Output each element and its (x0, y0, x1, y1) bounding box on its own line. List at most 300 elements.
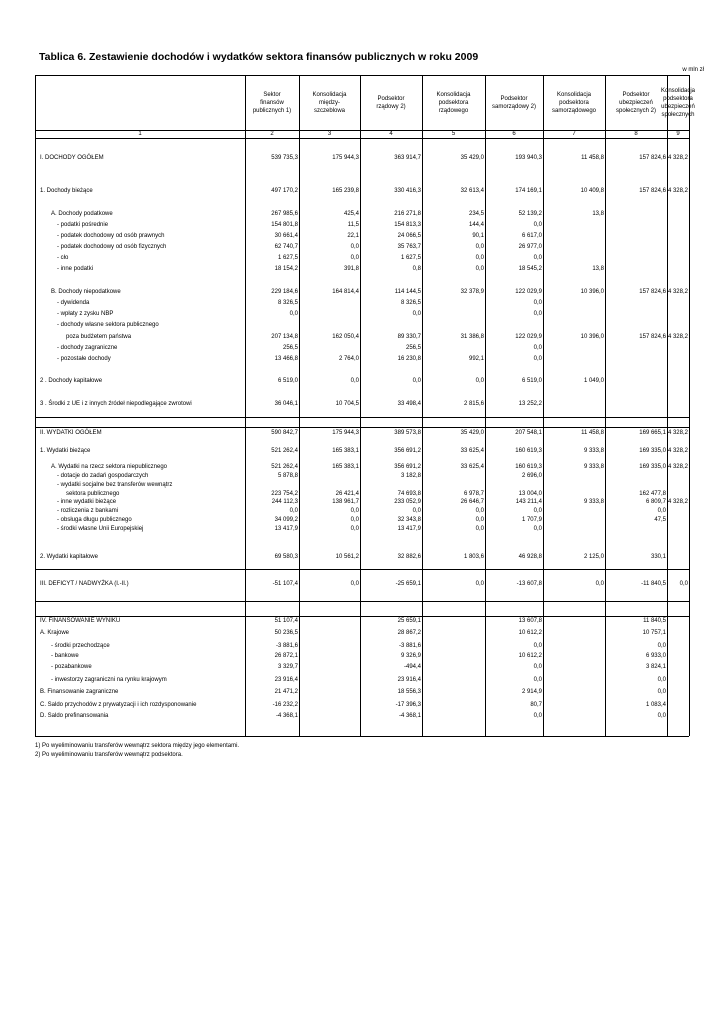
table-row (35, 617, 689, 626)
table-cell: 33 625,4 (460, 463, 484, 470)
table-cell: 18 556,3 (397, 688, 421, 695)
table-cell: 25 659,1 (397, 617, 421, 624)
table-cell: 52 139,2 (518, 210, 542, 217)
table-row (35, 333, 689, 342)
table-cell: 0,0 (475, 377, 484, 384)
table-row (35, 344, 689, 353)
row-label: - dochody własne sektora publicznego (57, 321, 159, 328)
table-row (35, 243, 689, 252)
table-cell: 33 498,4 (397, 400, 421, 407)
table-cell: 46 928,8 (518, 553, 542, 560)
table-cell: 47,5 (654, 516, 666, 523)
table-cell: 122 029,9 (515, 288, 542, 295)
table-cell: 2 815,6 (463, 400, 484, 407)
table-cell: 0,0 (350, 254, 359, 261)
table-cell: 6 519,0 (521, 377, 542, 384)
table-row (35, 400, 689, 409)
row-label: - inne podatki (57, 265, 94, 272)
row-label: poza budżetem państwa (66, 333, 132, 340)
table-cell: 0,0 (657, 676, 666, 683)
table-row (35, 663, 689, 672)
table-cell: 162 050,4 (332, 333, 359, 340)
table-cell: 9 333,8 (583, 447, 604, 454)
table-cell: -4 368,1 (275, 712, 298, 719)
row-label: 2. Wydatki kapitałowe (40, 553, 98, 560)
table-cell: 154 813,3 (394, 221, 421, 228)
table-cell: 521 262,4 (271, 447, 298, 454)
table-cell: 0,0 (412, 507, 421, 514)
table-row (35, 516, 689, 525)
table-row (35, 154, 689, 163)
table-cell: 10 757,1 (642, 629, 666, 636)
table-cell: 174 169,1 (515, 187, 542, 194)
table-cell: 9 333,8 (583, 498, 604, 505)
row-label: - środki przechodzące (51, 642, 110, 649)
column-header (485, 75, 543, 130)
table-cell: 23 916,4 (397, 676, 421, 683)
row-label: B. Finansowanie zagraniczne (40, 688, 119, 695)
table-cell: 356 691,2 (394, 447, 421, 454)
column-number: 3 (327, 131, 332, 137)
table-cell: 0,0 (350, 377, 359, 384)
table-cell: 169 335,0 (639, 463, 666, 470)
table-cell: 22,1 (347, 232, 359, 239)
table-row (35, 676, 689, 685)
column-number: 7 (572, 131, 576, 137)
table-cell: 10 561,2 (335, 553, 359, 560)
table-row (35, 288, 689, 297)
table-cell: 13 417,9 (274, 525, 298, 532)
table-cell: 9 326,9 (400, 652, 421, 659)
table-cell: 26 872,1 (274, 652, 298, 659)
table-cell: -494,4 (403, 663, 421, 670)
table-cell: 8 326,5 (400, 299, 421, 306)
table-cell: 28 867,2 (397, 629, 421, 636)
table-cell: 32 882,6 (397, 553, 421, 560)
table-cell: 0,0 (350, 580, 359, 587)
table-cell: 165 383,1 (332, 463, 359, 470)
table-cell: 244 112,3 (271, 498, 298, 505)
column-number: 9 (676, 131, 680, 137)
table-cell: 590 842,7 (271, 429, 298, 436)
table-row (35, 701, 689, 710)
table-cell: 13 607,8 (518, 617, 542, 624)
table-row (35, 629, 689, 638)
row-label: A. Krajowe (40, 629, 70, 636)
table-cell: 0,0 (475, 580, 484, 587)
row-divider (35, 736, 689, 737)
table-row (35, 232, 689, 241)
table-row (35, 481, 689, 490)
column-header (422, 75, 485, 130)
row-label: B. Dochody niepodatkowe (51, 288, 121, 295)
table-row (35, 254, 689, 263)
row-label: - podatki pośrednie (57, 221, 109, 228)
table-cell: 144,4 (468, 221, 484, 228)
table-cell: 169 335,0 (639, 447, 666, 454)
table-row (35, 642, 689, 651)
table-cell: 32 613,4 (460, 187, 484, 194)
table-cell: -11 840,5 (641, 580, 666, 587)
table-row (35, 553, 689, 562)
table-cell: 169 665,1 (639, 429, 666, 436)
table-row (35, 355, 689, 364)
row-divider (35, 569, 689, 570)
column-header (660, 75, 696, 130)
table-cell: 330 416,3 (394, 187, 421, 194)
table-cell: 4 328,2 (667, 288, 688, 295)
table-cell: 35 429,0 (460, 154, 484, 161)
table-cell: 160 619,3 (515, 447, 542, 454)
table-cell: 18 154,2 (274, 265, 298, 272)
row-label: - środki własne Unii Europejskiej (57, 525, 144, 532)
table-cell: 21 471,2 (274, 688, 298, 695)
table-cell: 157 824,6 (639, 333, 666, 340)
table-cell: 0,0 (533, 299, 542, 306)
row-label: - wydatki socjalne bez transferów wewnątrz (57, 481, 173, 488)
table-cell: 157 824,6 (639, 154, 666, 161)
table-cell: 4 328,2 (667, 429, 688, 436)
table-cell: 389 573,8 (394, 429, 421, 436)
table-cell: 233 052,9 (394, 498, 421, 505)
column-number: 5 (451, 131, 456, 137)
table-cell: 330,1 (650, 553, 666, 560)
table-cell: 13 466,8 (274, 355, 298, 362)
table-cell: 0,8 (412, 265, 421, 272)
row-label: - pozabankowe (51, 663, 92, 670)
table-cell: 11 840,5 (643, 617, 666, 624)
table-row (35, 299, 689, 308)
table-cell: 0,0 (475, 254, 484, 261)
table-cell: 10 612,2 (518, 652, 542, 659)
table-row (35, 265, 689, 274)
table-cell: 4 328,2 (667, 447, 688, 454)
table-cell: 3 182,8 (400, 472, 421, 479)
table-cell: 521 262,4 (271, 463, 298, 470)
table-row (35, 221, 689, 230)
table-cell: 1 707,9 (521, 516, 542, 523)
row-label: - bankowe (51, 652, 79, 659)
table-cell: 0,0 (412, 377, 421, 384)
table-cell: 26 977,0 (518, 243, 542, 250)
table-row (35, 498, 689, 507)
table-cell: 24 066,5 (397, 232, 421, 239)
table-cell: 223 754,2 (271, 490, 298, 497)
table-cell: 33 625,4 (460, 447, 484, 454)
table-cell: 0,0 (657, 688, 666, 695)
column-header-text: Konsolidacja podsektora samorządowego (551, 91, 597, 114)
footnotes (35, 742, 239, 760)
column-header-text: Podsektor samorządowy 2) (491, 95, 536, 110)
table-cell: 32 343,8 (397, 516, 421, 523)
table-cell: 216 271,8 (394, 210, 421, 217)
table-cell: 162 477,8 (639, 490, 666, 497)
table-cell: 2 696,0 (521, 472, 542, 479)
table-cell: 6 978,7 (463, 490, 484, 497)
table-cell: 3 329,7 (277, 663, 298, 670)
column-header-text: Sektor finansów publicznych 1) (252, 91, 292, 114)
column-number: 6 (512, 131, 516, 137)
table-cell: -25 659,1 (395, 580, 421, 587)
table-row (35, 652, 689, 661)
column-number: 8 (634, 131, 638, 137)
table-cell: 0,0 (533, 344, 542, 351)
table-cell: 267 985,6 (271, 210, 298, 217)
footnote: 2) Po wyeliminowaniu transferów wewnątrz podsektora. (35, 752, 183, 758)
table-cell: 6 617,0 (521, 232, 542, 239)
table-cell: 539 735,3 (271, 154, 298, 161)
table-cell: 0,0 (595, 580, 604, 587)
table-cell: 0,0 (657, 712, 666, 719)
table-row (35, 472, 689, 481)
table-cell: 154 801,8 (271, 221, 298, 228)
row-label: II. WYDATKI OGÓŁEM (40, 429, 102, 436)
row-label: D. Saldo prefinansowania (40, 712, 109, 719)
row-label: I. DOCHODY OGÓŁEM (40, 154, 104, 161)
footnote: 1) Po wyeliminowaniu transferów wewnątrz sektora między jego elementami. (35, 743, 240, 749)
table-cell: 0,0 (350, 507, 359, 514)
table-cell: 16 230,8 (397, 355, 421, 362)
table-cell: 0,0 (679, 580, 688, 587)
row-label: - inwestorzy zagraniczni na rynku krajowym (51, 676, 167, 683)
table-cell: 13,8 (592, 265, 604, 272)
table-row (35, 525, 689, 534)
table-row (35, 187, 689, 196)
table-row (35, 688, 689, 697)
table-cell: 0,0 (475, 265, 484, 272)
table-row (35, 580, 689, 589)
unit-label: w mln zł (682, 67, 704, 73)
table-cell: -4 368,1 (398, 712, 421, 719)
table-cell: 32 378,9 (460, 288, 484, 295)
row-label: - dochody zagraniczne (57, 344, 118, 351)
table-title: Tablica 6. Zestawienie dochodów i wydatków sektora finansów publicznych w roku 2009 (39, 51, 479, 63)
table-cell: 4 328,2 (667, 154, 688, 161)
table-cell: 62 740,7 (274, 243, 298, 250)
row-label: 3 . Środki z UE i z innych źródeł niepodlegające zwrotowi (40, 400, 192, 407)
row-label: - inne wydatki bieżące (57, 498, 117, 505)
table-cell: 0,0 (533, 663, 542, 670)
table-cell: 10 409,8 (580, 187, 604, 194)
table-row (35, 310, 689, 319)
column-header (360, 75, 422, 130)
row-label: - dotacje do zadań gospodarczych (57, 472, 149, 479)
table-cell: 256,5 (282, 344, 298, 351)
row-label: III. DEFICYT / NADWYŻKA (I.-II.) (40, 580, 129, 587)
table-row (35, 429, 689, 438)
table-cell: 10 396,0 (580, 333, 604, 340)
row-label: - podatek dochodowy od osób fizycznych (57, 243, 167, 250)
table-cell: 35 429,0 (460, 429, 484, 436)
table-cell: 0,0 (350, 516, 359, 523)
table-cell: 1 627,5 (277, 254, 298, 261)
table-cell: 0,0 (475, 516, 484, 523)
table-row (35, 447, 689, 456)
column-header-text: Podsektor rządowy 2) (376, 95, 406, 110)
table-cell: 0,0 (533, 254, 542, 261)
row-label: A. Wydatki na rzecz sektora niepublicznego (51, 463, 168, 470)
table-cell: 1 627,5 (400, 254, 421, 261)
row-label: - podatek dochodowy od osób prawnych (57, 232, 165, 239)
table-cell: 160 619,3 (515, 463, 542, 470)
table-cell: 11 458,8 (581, 154, 604, 161)
column-header-text: Podsektor ubezpieczeń społecznych 2) (615, 91, 657, 114)
table-cell: 0,0 (412, 310, 421, 317)
table-cell: 36 046,1 (274, 400, 298, 407)
table-row (35, 507, 689, 516)
table-row (35, 321, 689, 330)
row-label: C. Saldo przychodów z prywatyzacji i ich rozdysponowanie (40, 701, 197, 708)
row-label: sektora publicznego (66, 490, 120, 497)
table-cell: 0,0 (533, 642, 542, 649)
table-cell: 0,0 (657, 642, 666, 649)
table-cell: 2 125,0 (583, 553, 604, 560)
table-cell: 4 328,2 (667, 463, 688, 470)
table-cell: 4 328,2 (667, 498, 688, 505)
table-cell: 51 107,4 (274, 617, 298, 624)
table-cell: 2 914,9 (521, 688, 542, 695)
table-cell: 193 940,3 (515, 154, 542, 161)
table-cell: 90,1 (472, 232, 484, 239)
table-cell: 11,5 (347, 221, 359, 228)
table-cell: 13 252,2 (518, 400, 542, 407)
table-cell: 157 824,6 (639, 288, 666, 295)
table-cell: 234,5 (468, 210, 484, 217)
table-cell: 992,1 (468, 355, 484, 362)
table-cell: 13 004,0 (518, 490, 542, 497)
row-label: - dywidenda (57, 299, 90, 306)
table-cell: 497 170,2 (271, 187, 298, 194)
table-cell: 6 809,7 (645, 498, 666, 505)
table-cell: 0,0 (533, 221, 542, 228)
table-cell: 8 326,5 (277, 299, 298, 306)
column-header (35, 75, 245, 130)
table-cell: 1 083,4 (645, 701, 666, 708)
table-cell: 0,0 (289, 310, 298, 317)
table-row (35, 463, 689, 472)
table-cell: 164 814,4 (332, 288, 359, 295)
table-cell: 89 330,7 (397, 333, 421, 340)
table-cell: 0,0 (533, 310, 542, 317)
table-cell: 207 134,8 (271, 333, 298, 340)
table-cell: 5 878,8 (277, 472, 298, 479)
table-cell: 207 548,1 (515, 429, 542, 436)
table-cell: 165 239,8 (332, 187, 359, 194)
row-label: - obsługa długu publicznego (57, 516, 132, 523)
table-cell: 391,8 (343, 265, 359, 272)
table-cell: 0,0 (533, 355, 542, 362)
table-cell: 2 764,0 (338, 355, 359, 362)
table-cell: 35 763,7 (397, 243, 421, 250)
row-label: IV. FINANSOWANIE WYNIKU (40, 617, 121, 624)
table-cell: 69 580,3 (274, 553, 298, 560)
table-cell: 4 328,2 (667, 333, 688, 340)
table-cell: 363 914,7 (394, 154, 421, 161)
table-cell: -51 107,4 (272, 580, 298, 587)
table-cell: 80,7 (530, 701, 542, 708)
column-header-text: Konsolidacja podsektora rządowego (436, 91, 471, 114)
table-cell: 26 646,7 (460, 498, 484, 505)
table-cell: 10 704,5 (335, 400, 359, 407)
table-cell: 122 029,9 (515, 333, 542, 340)
row-label: 1. Wydatki bieżące (40, 447, 91, 454)
table-row (35, 210, 689, 219)
table-cell: 11 458,8 (581, 429, 604, 436)
table-cell: 425,4 (343, 210, 359, 217)
table-cell: 31 386,8 (460, 333, 484, 340)
table-cell: 0,0 (350, 525, 359, 532)
table-cell: 26 421,4 (335, 490, 359, 497)
table-cell: 50 236,5 (274, 629, 298, 636)
table-cell: 0,0 (475, 525, 484, 532)
row-label: 1. Dochody bieżące (40, 187, 93, 194)
table-cell: 0,0 (475, 243, 484, 250)
table-cell: 0,0 (533, 525, 542, 532)
table-cell: 138 961,7 (332, 498, 359, 505)
table-cell: 229 184,6 (271, 288, 298, 295)
column-number: 1 (138, 131, 142, 137)
table-cell: 18 545,2 (518, 265, 542, 272)
table-cell: -13 607,8 (516, 580, 542, 587)
table-cell: -3 881,6 (398, 642, 421, 649)
column-header-text: Konsolidacja między- szczeblowa (312, 91, 347, 114)
column-number: 4 (389, 131, 393, 137)
table-cell: 6 519,0 (277, 377, 298, 384)
table-cell: 0,0 (533, 507, 542, 514)
table-cell: 0,0 (289, 507, 298, 514)
table-cell: 13 417,9 (397, 525, 421, 532)
column-number: 2 (270, 131, 274, 137)
row-divider (35, 138, 689, 139)
table-cell: 13,8 (592, 210, 604, 217)
table-cell: 114 144,5 (394, 288, 421, 295)
row-label: 2 . Dochody kapitałowe (40, 377, 103, 384)
table-cell: 10 612,2 (518, 629, 542, 636)
table-cell: 0,0 (475, 507, 484, 514)
row-label: A. Dochody podatkowe (51, 210, 113, 217)
table-cell: 175 944,3 (332, 154, 359, 161)
table-cell: 0,0 (533, 712, 542, 719)
table-cell: 175 944,3 (332, 429, 359, 436)
table-cell: 30 661,4 (274, 232, 298, 239)
column-header (299, 75, 360, 130)
column-header (605, 75, 667, 130)
table-cell: 3 824,1 (645, 663, 666, 670)
finance-table (35, 75, 696, 736)
row-label: - pozostałe dochody (57, 355, 111, 362)
table-cell: 0,0 (533, 676, 542, 683)
table-cell: 74 693,8 (397, 490, 421, 497)
column-header (245, 75, 299, 130)
table-cell: -17 396,3 (395, 701, 421, 708)
table-cell: 143 211,4 (515, 498, 542, 505)
row-divider (35, 417, 689, 418)
row-label: - wpłaty z zysku NBP (57, 310, 114, 317)
table-cell: 356 691,2 (394, 463, 421, 470)
column-header (543, 75, 605, 130)
table-cell: 0,0 (657, 507, 666, 514)
table-row (35, 377, 689, 386)
table-cell: 165 383,1 (332, 447, 359, 454)
table-cell: 23 916,4 (274, 676, 298, 683)
table-row (35, 712, 689, 721)
row-label: - rozliczenia z bankami (57, 507, 119, 514)
table-cell: 4 328,2 (667, 187, 688, 194)
table-cell: 9 333,8 (583, 463, 604, 470)
column-header-text: Konsolidacja podsektora ubezpieczeń społecznych (660, 87, 696, 118)
table-cell: 256,5 (405, 344, 421, 351)
table-cell: 34 099,2 (274, 516, 298, 523)
